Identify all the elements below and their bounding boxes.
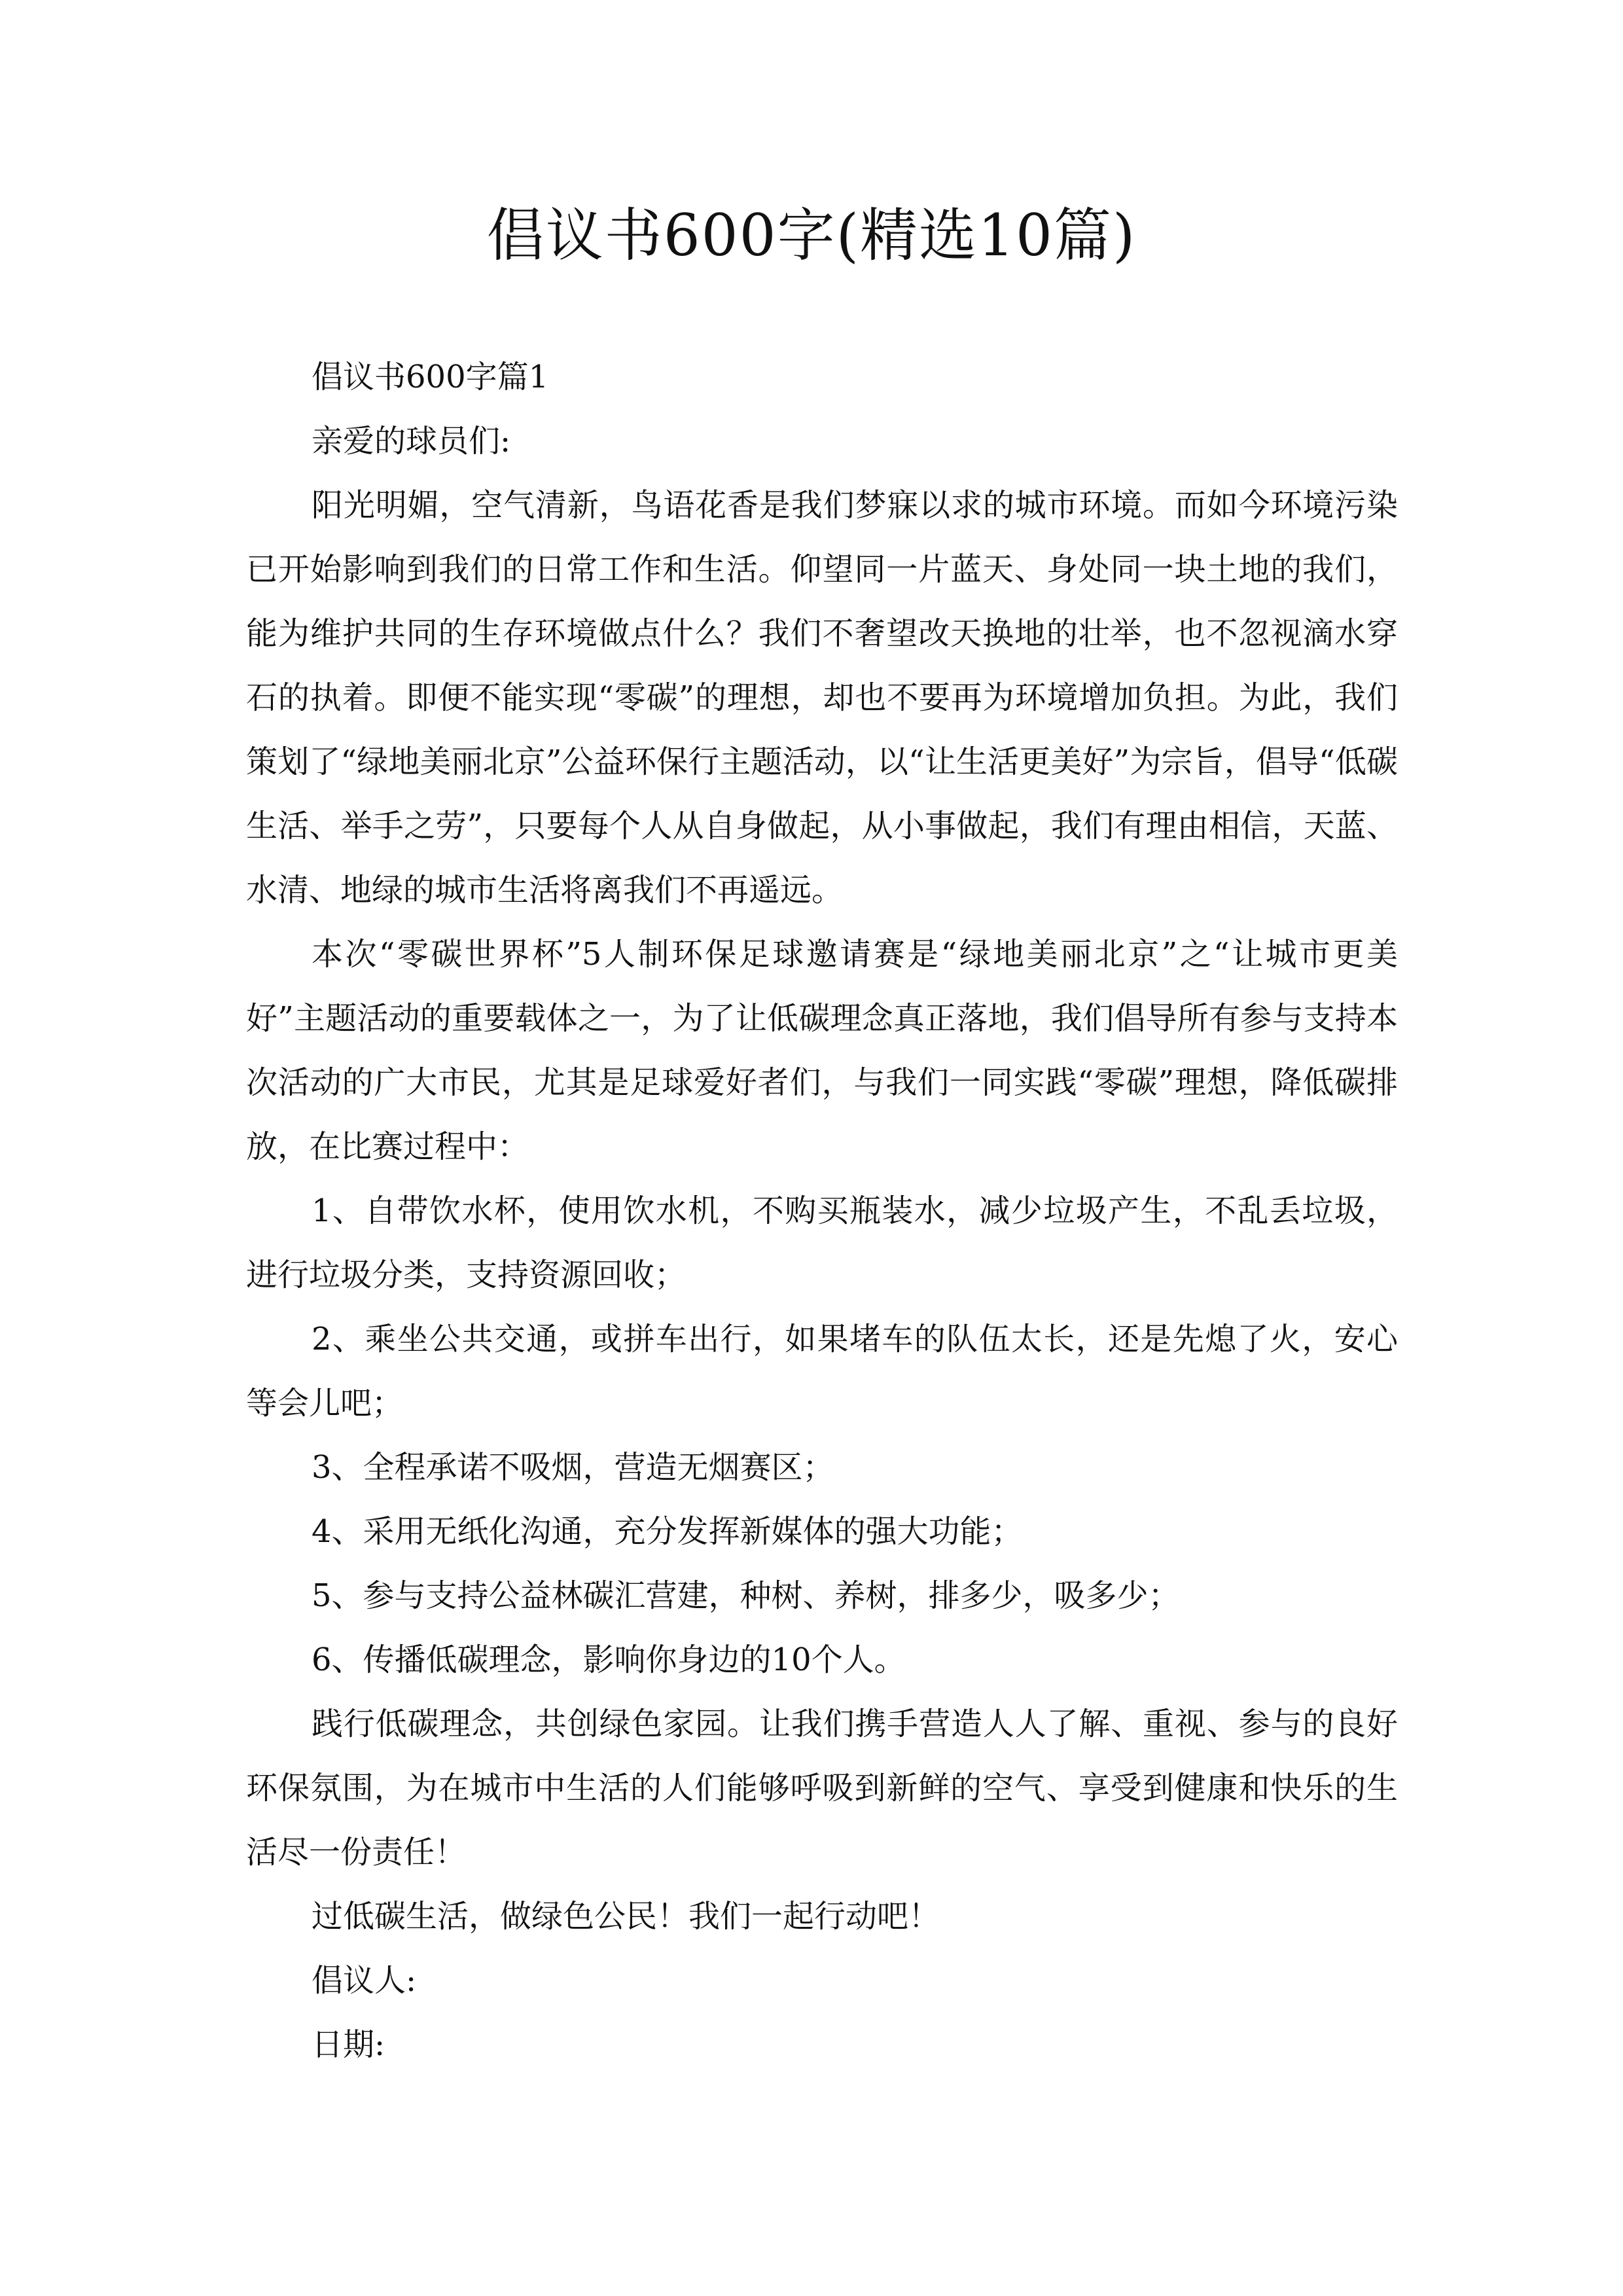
slogan: 过低碳生活，做绿色公民！我们一起行动吧！	[312, 1898, 940, 1935]
body-paragraph: 阳光明媚，空气清新，鸟语花香是我们梦寐以求的城市环境。而如今环境污染已开始影响到我们的日常工作和生活。仰望同一片蓝天、身处同一块土地的我们，能为维护共同的生存环境做点什么？我们不奢望改天换地的壮举，也不忽视滴水穿石的执着。即便不能实现“零碳”的理想，却也不要再为环境增加负担。为此，我们策划了“绿地美丽北京”公益环保行主题活动，以“让生活更美好”为宗旨，倡导“低碳生活、举手之劳”，只要每个人从自身做起，从小事做起，我们有理由相信，天蓝、水清、地绿的城市生活将离我们不再遥远。	[246, 487, 1398, 908]
list-item: 3、全程承诺不吸烟，营造无烟赛区；	[312, 1449, 834, 1486]
signature-label: 倡议人:	[312, 1962, 417, 1999]
document-body	[246, 345, 1398, 2077]
list-item: 2、乘坐公共交通，或拼车出行，如果堵车的队伍太长，还是先熄了火，安心等会儿吧；	[246, 1321, 1398, 1422]
date-label: 日期:	[312, 2026, 385, 2063]
list-item: 6、传播低碳理念，影响你身边的10个人。	[312, 1641, 906, 1678]
body-paragraph: 本次“零碳世界杯”5人制环保足球邀请赛是“绿地美丽北京”之“让城市更美好”主题活动的重要载体之一，为了让低碳理念真正落地，我们倡导所有参与支持本次活动的广大市民，尤其是足球爱好者们，与我们一同实践“零碳”理想，降低碳排放，在比赛过程中：	[246, 936, 1398, 1165]
list-item: 5、参与支持公益林碳汇营建，种树、养树，排多少，吸多少；	[312, 1577, 1180, 1614]
list-item: 1、自带饮水杯，使用饮水机，不购买瓶装水，减少垃圾产生，不乱丢垃圾，进行垃圾分类，支持资源回收；	[246, 1193, 1398, 1293]
section-heading: 倡议书600字篇1	[312, 359, 549, 395]
closing-paragraph: 践行低碳理念，共创绿色家园。让我们携手营造人人了解、重视、参与的良好环保氛围，为在城市中生活的人们能够呼吸到新鲜的空气、享受到健康和快乐的生活尽一份责任！	[246, 1706, 1398, 1871]
document-title: 倡议书600字(精选10篇)	[486, 202, 1137, 269]
salutation: 亲爱的球员们:	[312, 423, 511, 459]
list-item: 4、采用无纸化沟通，充分发挥新媒体的强大功能；	[312, 1513, 1023, 1550]
